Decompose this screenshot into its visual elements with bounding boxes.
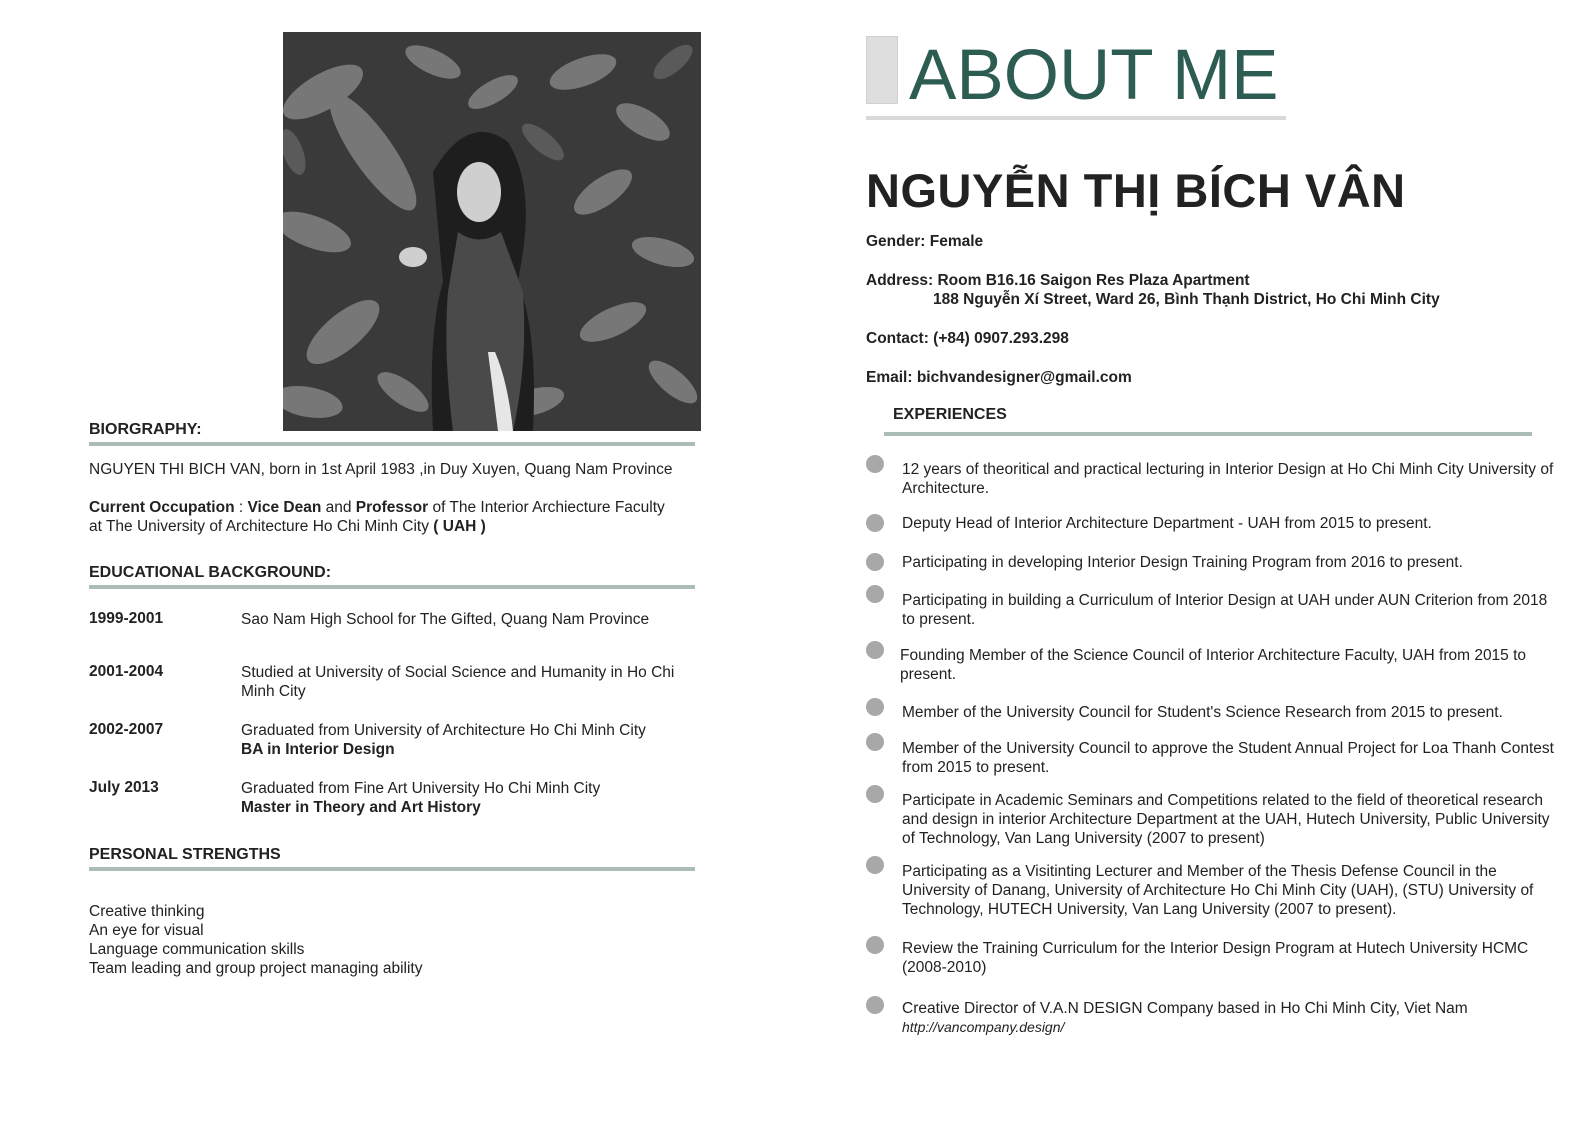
bullet-icon: [866, 698, 884, 716]
edu-degree: Master in Theory and Art History: [241, 799, 481, 816]
person-name: NGUYỄN THỊ BÍCH VÂN: [866, 164, 1406, 217]
vice-dean: Vice Dean: [247, 499, 322, 516]
biography-line1: NGUYEN THI BICH VAN, born in 1st April 1983 ,in Duy Xuyen, Quang Nam Province: [89, 461, 673, 478]
bullet-icon: [866, 936, 884, 954]
edu-desc: Sao Nam High School for The Gifted, Quang Nam Province: [241, 611, 650, 628]
bullet-icon: [866, 585, 884, 603]
experiences-heading: EXPERIENCES: [893, 406, 1007, 423]
bullet-icon: [866, 641, 884, 659]
experience-text: 12 years of theoritical and practical lecturing in Interior Design at Ho Chi Minh City University of Architecture.: [902, 461, 1554, 497]
occupation-sep: :: [234, 499, 248, 516]
bullet-icon: [866, 514, 884, 532]
email: Email: bichvandesigner@gmail.com: [866, 369, 1132, 386]
occupation-label: Current Occupation: [89, 499, 235, 516]
uah-abbrev: ( UAH ): [433, 518, 486, 535]
experience-text: Participating in developing Interior Design Training Program from 2016 to present.: [902, 554, 1463, 571]
bullet-icon: [866, 455, 884, 473]
company-link[interactable]: http://vancompany.design/: [902, 1019, 1065, 1035]
experience-text: [902, 999, 1562, 1037]
edu-desc: Graduated from University of Architecture Ho Chi Minh City: [241, 722, 646, 739]
current-occupation: [89, 498, 709, 536]
address-line2: 188 Nguyễn Xí Street, Ward 26, Bình Thạnh District, Ho Chi Minh City: [933, 291, 1440, 308]
gender: Gender: Female: [866, 233, 984, 250]
edu-year: 1999-2001: [89, 610, 164, 627]
experience-text: Member of the University Council to approve the Student Annual Project for Loa Thanh Contest from 2015 to present.: [902, 740, 1554, 776]
about-rule: [866, 116, 1286, 120]
professor: Professor: [355, 499, 429, 516]
about-title: ABOUT ME: [909, 36, 1279, 115]
experience-text: Member of the University Council for Student's Science Research from 2015 to present.: [902, 704, 1503, 721]
experience-text-last: Creative Director of V.A.N DESIGN Company based in Ho Chi Minh City, Viet Nam: [902, 1000, 1468, 1017]
about-accent-box: [866, 36, 898, 104]
strength-item: An eye for visual: [89, 922, 204, 939]
education-rule: [89, 585, 695, 589]
strengths-rule: [89, 867, 695, 871]
bullet-icon: [866, 733, 884, 751]
occupation-rest1: of The Interior Archiecture Faculty: [428, 499, 665, 516]
biography-heading: BIORGRAPHY:: [89, 421, 202, 438]
experience-text: Deputy Head of Interior Architecture Department - UAH from 2015 to present.: [902, 515, 1432, 532]
bullet-icon: [866, 996, 884, 1014]
edu-degree: BA in Interior Design: [241, 741, 395, 758]
edu-year: 2001-2004: [89, 663, 164, 680]
edu-year: 2002-2007: [89, 721, 164, 738]
biography-rule: [89, 442, 695, 446]
edu-desc: Graduated from Fine Art University Ho Chi Minh City: [241, 780, 601, 797]
edu-year: July 2013: [89, 779, 159, 796]
bullet-icon: [866, 856, 884, 874]
occupation-rest2: at The University of Architecture Ho Chi Minh City: [89, 518, 434, 535]
strength-item: Team leading and group project managing ability: [89, 960, 423, 977]
portrait-photo: [283, 32, 701, 431]
edu-desc: Studied at University of Social Science and Humanity in Ho Chi Minh City: [241, 664, 675, 700]
bullet-icon: [866, 553, 884, 571]
experience-text: Founding Member of the Science Council of Interior Architecture Faculty, UAH from 2015 to present.: [900, 647, 1527, 683]
and-text: and: [321, 499, 356, 516]
contact: Contact: (+84) 0907.293.298: [866, 330, 1069, 347]
experience-text: Participating in building a Curriculum of Interior Design at UAH under AUN Criterion from 2018 to present.: [902, 592, 1548, 628]
experiences-rule: [884, 432, 1532, 436]
strengths-heading: PERSONAL STRENGTHS: [89, 846, 281, 863]
experience-text: Participate in Academic Seminars and Competitions related to the field of theoretical research and design in interior Architecture Department at the UAH, Hutech University, Public University of Technology, Van Lang University (2007 to present): [902, 792, 1550, 847]
strength-item: Creative thinking: [89, 903, 205, 920]
bullet-icon: [866, 785, 884, 803]
experience-text: Participating as a Visitinting Lecturer and Member of the Thesis Defense Council in the University of Danang, University of Architecture Ho Chi Minh City (UAH), (STU) University of Technology, HUTECH University, Van Lang University (2007 to present).: [902, 863, 1534, 918]
education-heading: EDUCATIONAL BACKGROUND:: [89, 564, 332, 581]
experience-text: Review the Training Curriculum for the Interior Design Program at Hutech University HCMC (2008-2010): [902, 940, 1529, 976]
address-line1: Address: Room B16.16 Saigon Res Plaza Apartment: [866, 272, 1250, 289]
strength-item: Language communication skills: [89, 941, 305, 958]
